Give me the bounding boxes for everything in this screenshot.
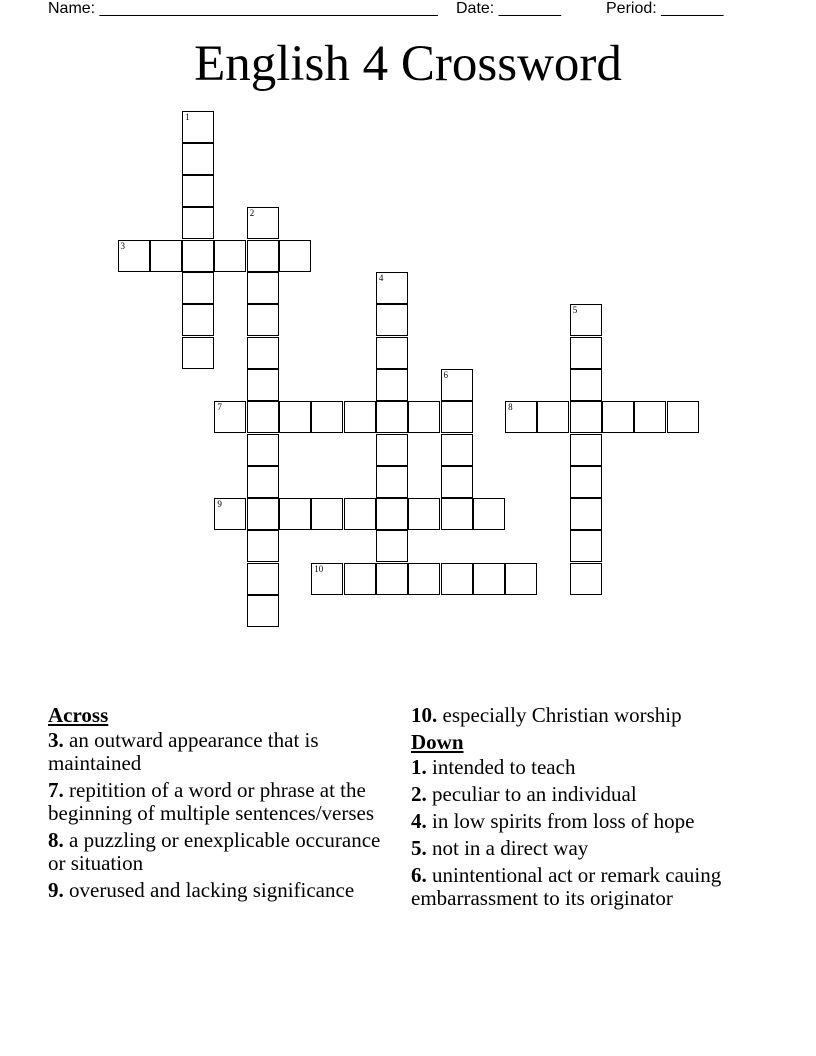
crossword-cell[interactable] <box>247 369 279 401</box>
crossword-cell[interactable] <box>182 240 214 272</box>
crossword-cell[interactable] <box>537 401 569 433</box>
crossword-cell[interactable] <box>634 401 666 433</box>
crossword-cell[interactable] <box>376 401 408 433</box>
clue-across-3: 3. an outward appearance that is maintained <box>48 728 319 775</box>
clue-down-4: 4. in low spirits from loss of hope <box>411 809 695 833</box>
cell-number: 4 <box>378 273 384 283</box>
crossword-cell[interactable] <box>376 272 408 304</box>
crossword-cell[interactable] <box>441 434 473 466</box>
crossword-cell[interactable] <box>150 240 182 272</box>
crossword-cell[interactable] <box>214 401 246 433</box>
crossword-cell[interactable] <box>570 304 602 336</box>
crossword-cell[interactable] <box>182 304 214 336</box>
cell-number: 5 <box>572 305 578 316</box>
page-title: English 4 Crossword <box>194 36 622 92</box>
cell-number: 2 <box>249 208 255 219</box>
clue-down-5: 5. not in a direct way <box>411 836 589 860</box>
crossword-cell[interactable] <box>214 498 246 530</box>
crossword-cell[interactable] <box>247 240 279 272</box>
crossword-cell[interactable] <box>376 498 408 530</box>
crossword-cell[interactable] <box>247 466 279 498</box>
crossword-cell[interactable] <box>376 304 408 336</box>
cell-number: 9 <box>217 499 222 510</box>
cell-number: 8 <box>508 402 513 413</box>
crossword-cell[interactable] <box>182 143 214 175</box>
crossword-cell[interactable] <box>182 272 214 304</box>
crossword-cell[interactable] <box>344 498 376 530</box>
crossword-cell[interactable] <box>570 498 602 530</box>
crossword-cell[interactable] <box>247 207 279 239</box>
crossword-cell[interactable] <box>602 401 634 433</box>
crossword-cell[interactable] <box>182 175 214 207</box>
crossword-cell[interactable] <box>570 401 602 433</box>
crossword-cell[interactable] <box>376 337 408 369</box>
cell-number: 10 <box>314 563 324 574</box>
crossword-cell[interactable] <box>441 401 473 433</box>
crossword-cell[interactable] <box>247 304 279 336</box>
crossword-cell[interactable] <box>667 401 699 433</box>
crossword-cell[interactable] <box>376 563 408 595</box>
crossword-cell[interactable] <box>344 401 376 433</box>
crossword-cell[interactable] <box>311 563 343 595</box>
crossword-cell[interactable] <box>182 207 214 239</box>
clue-across-10: 10. especially Christian worship <box>411 703 682 727</box>
crossword-cell[interactable] <box>182 111 214 143</box>
crossword-cell[interactable] <box>279 240 311 272</box>
crossword-cell[interactable] <box>214 240 246 272</box>
name-field-label[interactable]: Name: ______________________________________ <box>48 0 438 17</box>
crossword-cell[interactable] <box>473 498 505 530</box>
crossword-cell[interactable] <box>247 401 279 433</box>
cell-number: 3 <box>120 240 125 251</box>
crossword-cell[interactable] <box>247 337 279 369</box>
crossword-cell[interactable] <box>376 530 408 562</box>
crossword-cell[interactable] <box>279 498 311 530</box>
crossword-cell[interactable] <box>570 466 602 498</box>
crossword-cell[interactable] <box>570 563 602 595</box>
crossword-cell[interactable] <box>247 530 279 562</box>
clue-down-2: 2. peculiar to an individual <box>411 782 637 806</box>
crossword-cell[interactable] <box>505 563 537 595</box>
crossword-cell[interactable] <box>441 498 473 530</box>
cell-number: 7 <box>217 402 222 413</box>
crossword-cell[interactable] <box>247 498 279 530</box>
period-field-label[interactable]: Period: _______ <box>606 0 724 17</box>
clue-down-1: 1. intended to teach <box>411 755 576 779</box>
crossword-cell[interactable] <box>376 466 408 498</box>
crossword-cell[interactable] <box>408 401 440 433</box>
crossword-cell[interactable] <box>311 498 343 530</box>
crossword-cell[interactable] <box>441 563 473 595</box>
crossword-cell[interactable] <box>408 498 440 530</box>
crossword-cell[interactable] <box>247 595 279 627</box>
crossword-cell[interactable] <box>344 563 376 595</box>
down-heading: Down <box>411 730 464 754</box>
date-field-label[interactable]: Date: _______ <box>456 0 561 17</box>
crossword-cell[interactable] <box>182 337 214 369</box>
cell-number: 1 <box>185 111 190 122</box>
clues-right-column <box>411 704 781 914</box>
cell-number: 6 <box>443 369 448 380</box>
clue-down-6: 6. unintentional act or remark cauing embarrassment to its originator <box>411 863 722 910</box>
crossword-cell[interactable] <box>570 337 602 369</box>
crossword-cell[interactable] <box>279 401 311 433</box>
crossword-cell[interactable] <box>118 240 150 272</box>
crossword-cell[interactable] <box>570 369 602 401</box>
crossword-cell[interactable] <box>247 563 279 595</box>
crossword-cell[interactable] <box>505 401 537 433</box>
clues-left-column <box>48 704 388 906</box>
crossword-cell[interactable] <box>441 466 473 498</box>
crossword-cell[interactable] <box>473 563 505 595</box>
crossword-cell[interactable] <box>247 272 279 304</box>
crossword-cell[interactable] <box>408 563 440 595</box>
clue-across-8: 8. a puzzling or enexplicable occurance or situation <box>48 828 381 875</box>
crossword-cell[interactable] <box>311 401 343 433</box>
crossword-cell[interactable] <box>247 434 279 466</box>
crossword-cell[interactable] <box>376 434 408 466</box>
clue-across-9: 9. overused and lacking significance <box>48 878 355 902</box>
crossword-cell[interactable] <box>570 530 602 562</box>
crossword-cell[interactable] <box>441 369 473 401</box>
clue-across-7: 7. repitition of a word or phrase at the beginning of multiple sentences/verses <box>48 778 375 825</box>
crossword-cell[interactable] <box>570 434 602 466</box>
across-heading: Across <box>48 703 109 727</box>
crossword-cell[interactable] <box>376 369 408 401</box>
